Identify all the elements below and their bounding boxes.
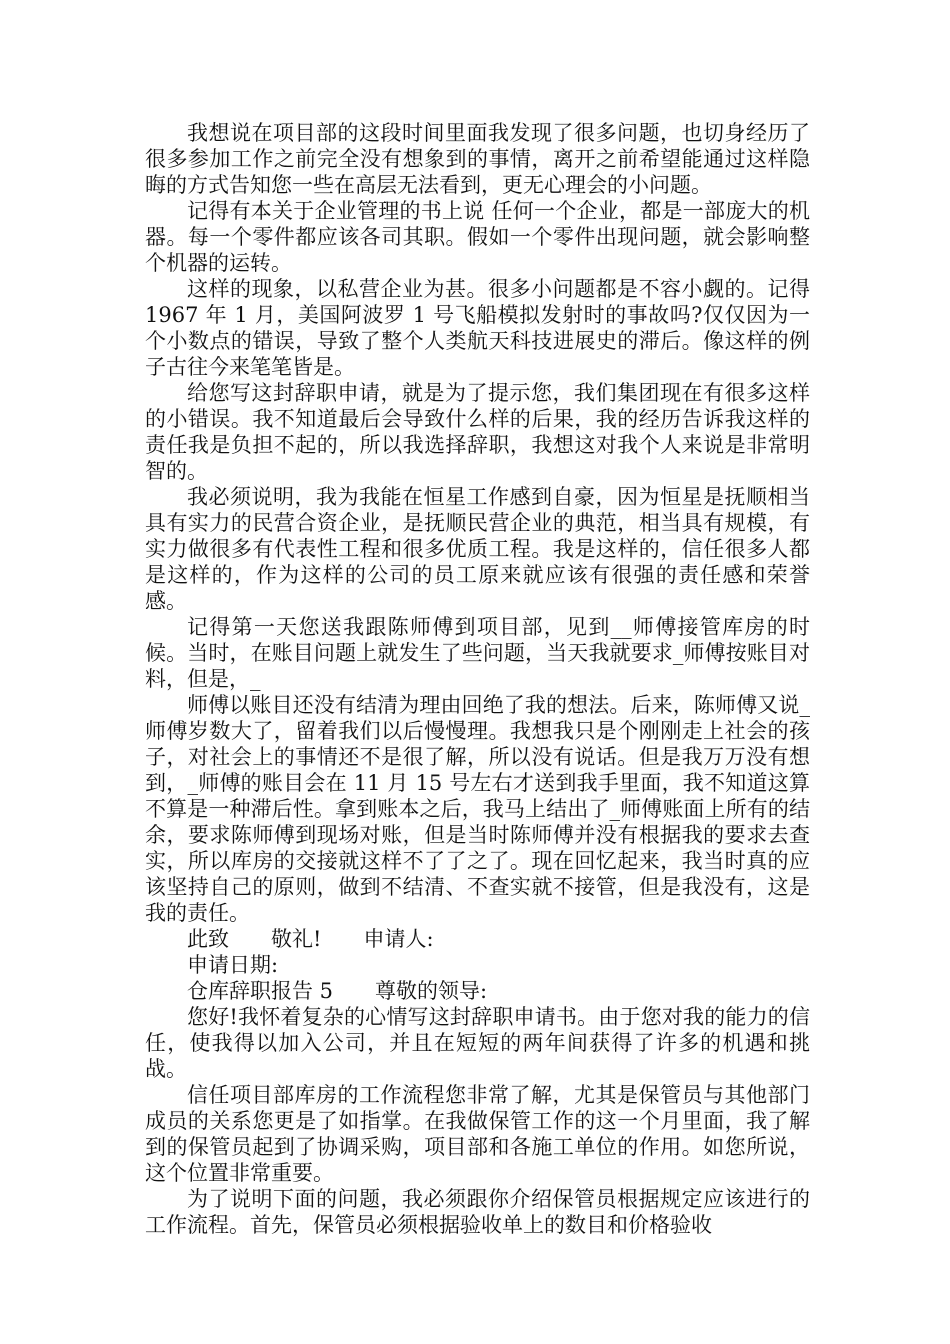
paragraph-first-day: 记得第一天您送我跟陈师傅到项目部，见到__师傅接管库房的时候。当时，在账目问题上就发生了些问题，当天我就要求_师傅按账目对料，但是，_ (145, 615, 810, 691)
paragraph-problems-found: 我想说在项目部的这段时间里面我发现了很多问题，也切身经历了很多参加工作之前完全没有想象到的事情，离开之前希望能通过这样隐晦的方式告知您一些在高层无法看到，更无心理会的小问题。 (145, 121, 810, 197)
paragraph-workflow-explain: 为了说明下面的问题，我必须跟你介绍保管员根据规定应该进行的工作流程。首先，保管员必须根据验收单上的数目和价格验收 (145, 1187, 810, 1237)
paragraph-company-pride: 我必须说明，我为我能在恒星工作感到自豪，因为恒星是抚顺相当具有实力的民营合资企业，是抚顺民营企业的典范，相当具有规模，有实力做很多有代表性工程和很多优质工程。我是这样的，信任很多人都是这样的，作为这样的公司的员工原来就应该有很强的责任感和荣誉感。 (145, 485, 810, 613)
paragraph-apollo-example: 这样的现象，以私营企业为甚。很多小问题都是不容小觑的。记得 1967 年 1 月，美国阿波罗 1 号飞船模拟发射时的事故吗?仅仅因为一个小数点的错误，导致了整个人类航天科技进展史的滞后。像这样的例子古往今来笔笔皆是。 (145, 277, 810, 379)
document-body (145, 120, 810, 1238)
paragraph-greeting: 您好!我怀着复杂的心情写这封辞职申请书。由于您对我的能力的信任，使我得以加入公司，并且在短短的两年间获得了许多的机遇和挑战。 (145, 1005, 810, 1081)
report-heading-line: 仓库辞职报告 5 尊敬的领导: (187, 979, 488, 1003)
closing-salutation: 此致 敬礼! 申请人: (187, 927, 434, 951)
paragraph-workflow-known: 信任项目部库房的工作流程您非常了解，尤其是保管员与其他部门成员的关系您更是了如指掌。在我做保管工作的这一个月里面，我了解到的保管员起到了协调采购，项目部和各施工单位的作用。如您所说，这个位置非常重要。 (145, 1083, 810, 1185)
paragraph-account-issue: 师傅以账目还没有结清为理由回绝了我的想法。后来，陈师傅又说_师傅岁数大了，留着我们以后慢慢理。我想我只是个刚刚走上社会的孩子，对社会上的事情还不是很了解，所以没有说话。但是我万万没有想到，_师傅的账目会在 11 月 15 号左右才送到我手里面，我不知道这算不算是一种滞后性。拿到账本之后，我马上结出了_师傅账面上所有的结余，要求陈师傅到现场对账，但是当时陈师傅并没有根据我的要求去查实，所以库房的交接就这样不了了之了。现在回忆起来，我当时真的应该坚持自己的原则，做到不结清、不查实就不接管，但是我没有，这是我的责任。 (145, 693, 810, 925)
paragraph-resignation-reason: 给您写这封辞职申请，就是为了提示您，我们集团现在有很多这样的小错误。我不知道最后会导致什么样的后果，我的经历告诉我这样的责任我是负担不起的，所以我选择辞职，我想这对我个人来说是非常明智的。 (145, 381, 810, 483)
application-date-label: 申请日期: (187, 953, 279, 977)
paragraph-enterprise-machine: 记得有本关于企业管理的书上说 任何一个企业，都是一部庞大的机器。每一个零件都应该各司其职。假如一个零件出现问题，就会影响整个机器的运转。 (145, 199, 810, 275)
